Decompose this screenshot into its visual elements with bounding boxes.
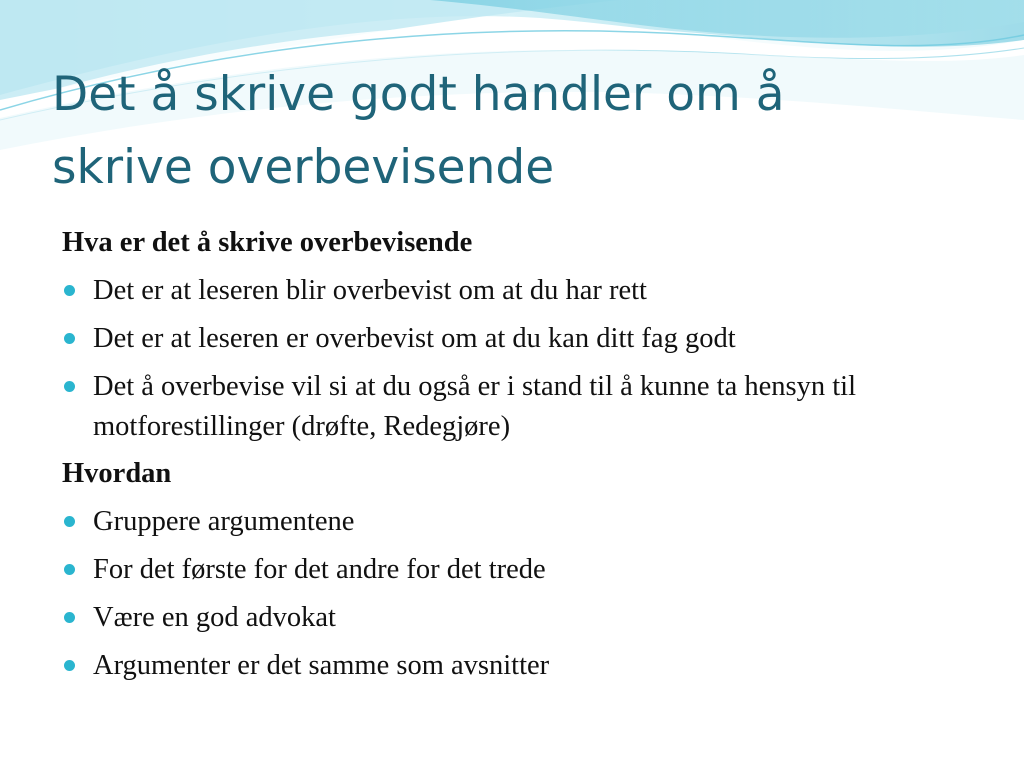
list-item-text: Det er at leseren blir overbevist om at du har rett — [93, 275, 647, 306]
bullet-icon — [64, 285, 75, 296]
bullet-icon — [64, 660, 75, 671]
list-item-text: Det er at leseren er overbevist om at du kan ditt fag godt — [93, 323, 736, 354]
bullet-icon — [64, 564, 75, 575]
section-heading-how: Hvordan — [62, 458, 172, 489]
section-heading-what: Hva er det å skrive overbevisende — [62, 227, 473, 258]
slide-body — [62, 222, 992, 694]
list-item — [62, 646, 992, 686]
list-item — [62, 319, 992, 359]
slide-title — [52, 58, 992, 204]
title-line-2: skrive overbevisende — [52, 140, 555, 195]
list-item — [62, 550, 992, 590]
list-item-text: Det å overbevise vil si at du også er i stand til å kunne ta hensyn til motforestillinger (drøfte, Redegjøre) — [93, 371, 856, 442]
list-item-text: Argumenter er det samme som avsnitter — [93, 650, 550, 681]
list-item — [62, 271, 992, 311]
list-item-text: Gruppere argumentene — [93, 506, 355, 537]
list-item-text: Være en god advokat — [93, 602, 336, 633]
list-item — [62, 502, 992, 542]
bullet-list-what — [62, 271, 992, 447]
list-item — [62, 598, 992, 638]
bullet-icon — [64, 333, 75, 344]
list-item — [62, 367, 992, 447]
bullet-icon — [64, 612, 75, 623]
bullet-icon — [64, 381, 75, 392]
title-line-1: Det å skrive godt handler om å — [52, 67, 785, 122]
bullet-list-how — [62, 502, 992, 686]
bullet-icon — [64, 516, 75, 527]
list-item-text: For det første for det andre for det trede — [93, 554, 546, 585]
